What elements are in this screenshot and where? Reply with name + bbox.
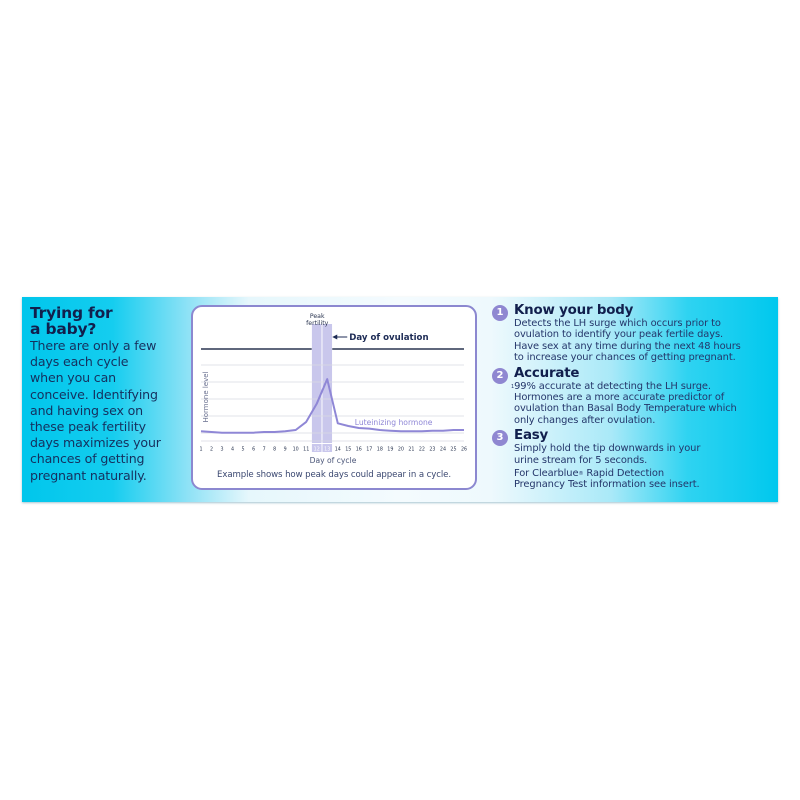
- intro-title-line-2: a baby?: [30, 320, 97, 338]
- x-tick-label: 3: [220, 447, 224, 453]
- note-text: Rapid Detection: [583, 468, 664, 480]
- peak-label: fertility: [306, 320, 329, 327]
- feature-line: only changes after ovulation.: [514, 414, 656, 426]
- arrowhead-icon: [332, 335, 337, 340]
- intro-line: and having sex on: [30, 402, 144, 418]
- insert-note: [514, 468, 777, 491]
- x-tick-label: 16: [355, 447, 362, 453]
- feature-line: ovulation to identify your peak fertile days.: [514, 329, 724, 341]
- feature-line: Detects the LH surge which occurs prior to: [514, 318, 721, 329]
- x-tick-label: 26: [460, 447, 468, 453]
- x-tick-label: 21: [408, 447, 415, 453]
- lh-chart-card: [191, 305, 477, 490]
- feature-line: Hormones are a more accurate predictor of: [514, 392, 725, 404]
- intro-line: chances of getting: [30, 451, 145, 467]
- note-text: For Clearblue: [514, 468, 579, 480]
- x-tick-label: 19: [387, 447, 394, 453]
- x-tick-label: 17: [366, 447, 373, 453]
- footnote-mark: 1: [511, 383, 515, 390]
- x-tick-label: 20: [397, 447, 404, 453]
- x-tick-label: 9: [283, 447, 287, 453]
- feature-accurate: [492, 367, 777, 427]
- x-tick-label: 6: [252, 447, 256, 453]
- intro-title-line-1: Trying for: [30, 304, 113, 322]
- x-tick-label: 7: [262, 447, 266, 453]
- x-tick-label: 14: [334, 447, 341, 453]
- number-3-badge-icon: 3: [492, 430, 508, 446]
- x-tick-label: 22: [418, 447, 425, 453]
- feature-line: Have sex at any time during the next 48 hours: [514, 340, 741, 352]
- number-2-badge-icon: 2: [492, 368, 508, 384]
- number-1-badge-icon: 1: [492, 305, 508, 321]
- x-tick-label: 12: [313, 447, 320, 453]
- x-tick-label: 25: [450, 447, 457, 453]
- trademark-mark: ®: [578, 471, 584, 478]
- intro-line: days maximizes your: [30, 435, 161, 451]
- feature-line: Simply hold the tip downwards in your: [514, 443, 701, 455]
- intro-line: days each cycle: [30, 354, 129, 370]
- series-label: Luteinizing hormone: [354, 418, 433, 427]
- intro-title: [30, 305, 190, 337]
- feature-description: [514, 318, 777, 364]
- feature-title: Easy: [514, 428, 549, 444]
- intro-line: There are only a few: [30, 338, 157, 353]
- x-tick-label: 13: [324, 447, 331, 453]
- intro-line: conceive. Identifying: [30, 386, 158, 402]
- feature-description: [511, 381, 777, 427]
- feature-easy: [492, 429, 777, 491]
- x-tick-label: 5: [241, 447, 245, 453]
- x-tick-label: 18: [376, 447, 383, 453]
- intro-section: [30, 305, 190, 484]
- x-tick-label: 1: [199, 447, 203, 453]
- x-tick-label: 15: [345, 447, 352, 453]
- y-axis-label: Hormone level: [202, 371, 210, 423]
- product-info-panel: [22, 297, 778, 502]
- peak-fertility-band: [312, 324, 322, 443]
- feature-line: 99% accurate at detecting the LH surge.: [514, 380, 711, 392]
- feature-line: urine stream for 5 seconds.: [514, 454, 648, 466]
- feature-line: to increase your chances of getting pregnant.: [514, 352, 736, 364]
- intro-body: [30, 338, 190, 484]
- x-tick-label: 11: [303, 447, 310, 453]
- feature-description: [514, 443, 777, 466]
- lh-surge-chart: [193, 307, 474, 487]
- x-tick-label: 24: [439, 447, 447, 453]
- feature-title: Know your body: [514, 303, 634, 318]
- x-tick-label: 2: [209, 447, 214, 453]
- x-axis-label: Day of cycle: [309, 456, 357, 465]
- features-section: [492, 304, 777, 494]
- feature-know-your-body: [492, 304, 777, 364]
- x-tick-label: 10: [292, 447, 299, 453]
- note-text: Pregnancy Test information see insert.: [514, 479, 700, 491]
- intro-line: when you can: [30, 370, 116, 386]
- x-tick-label: 23: [429, 447, 436, 453]
- intro-line: pregnant naturally.: [30, 467, 147, 483]
- chart-caption: Example shows how peak days could appear in a cycle.: [217, 470, 451, 480]
- x-tick-label: 8: [273, 447, 277, 453]
- peak-label: Peak: [309, 313, 325, 320]
- feature-title: Accurate: [514, 365, 580, 381]
- intro-line: these peak fertility: [30, 419, 146, 435]
- x-tick-label: 4: [231, 447, 235, 453]
- ovulation-label: Day of ovulation: [349, 333, 429, 343]
- feature-line: ovulation than Basal Body Temperature which: [514, 403, 737, 415]
